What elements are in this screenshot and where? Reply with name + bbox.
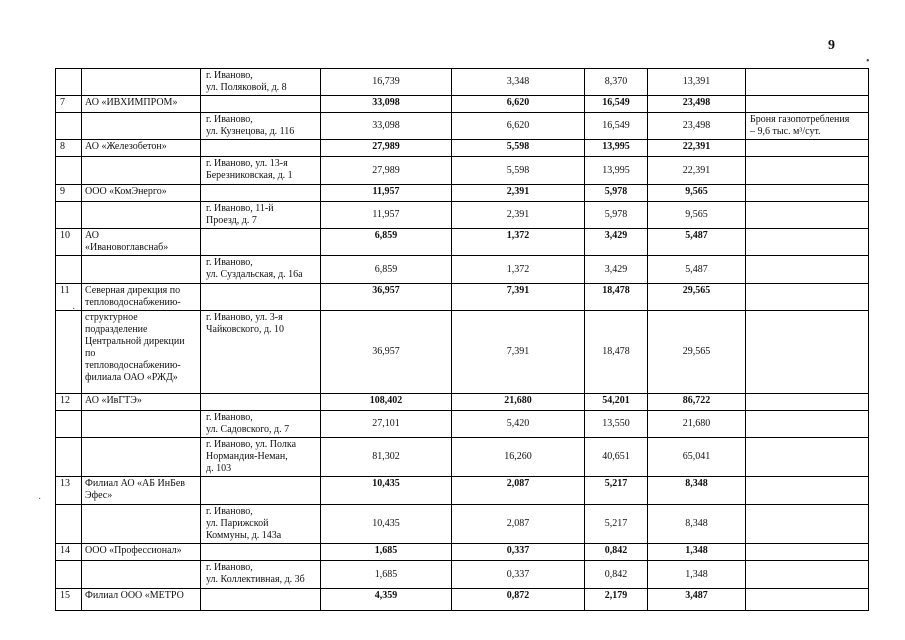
cell-value-4: 13,391: [648, 69, 746, 96]
cell-value-3: 0,842: [585, 561, 648, 589]
cell-address: г. Иваново, 11-й Проезд, д. 7: [201, 202, 321, 229]
cell-note: [746, 505, 869, 544]
cell-note: [746, 411, 869, 438]
cell-value-1: 27,989: [321, 140, 452, 157]
cell-row-number: [56, 69, 82, 96]
cell-organization-name: [82, 561, 201, 589]
cell-value-2: 16,260: [452, 438, 585, 477]
table-row: [56, 113, 869, 140]
cell-value-3: 3,429: [585, 229, 648, 256]
cell-address: [201, 185, 321, 202]
cell-value-2: 1,372: [452, 229, 585, 256]
cell-row-number: [56, 438, 82, 477]
cell-row-number: [56, 202, 82, 229]
cell-value-1: 33,098: [321, 113, 452, 140]
table-row: [56, 284, 869, 311]
cell-row-number: [56, 311, 82, 394]
cell-organization-name: АО «Ивановоглавснаб»: [82, 229, 201, 256]
cell-value-1: 11,957: [321, 202, 452, 229]
cell-value-3: 54,201: [585, 394, 648, 411]
cell-value-3: 13,995: [585, 140, 648, 157]
cell-address: г. Иваново, ул. 13-я Березниковская, д. 1: [201, 157, 321, 185]
cell-organization-name: [82, 113, 201, 140]
cell-note: [746, 311, 869, 394]
cell-row-number: [56, 157, 82, 185]
cell-note: [746, 544, 869, 561]
cell-value-4: 21,680: [648, 411, 746, 438]
cell-address: г. Иваново, ул. 3-я Чайковского, д. 10: [201, 311, 321, 394]
cell-value-4: 23,498: [648, 96, 746, 113]
table-row: [56, 140, 869, 157]
cell-value-2: 3,348: [452, 69, 585, 96]
cell-row-number: [56, 256, 82, 284]
cell-address: г. Иваново, ул. Кузнецова, д. 116: [201, 113, 321, 140]
cell-note: [746, 202, 869, 229]
cell-value-1: 27,101: [321, 411, 452, 438]
table-row: [56, 438, 869, 477]
page-number: 9: [828, 38, 835, 53]
cell-value-1: 36,957: [321, 284, 452, 311]
cell-value-3: 5,217: [585, 477, 648, 505]
cell-value-4: 8,348: [648, 505, 746, 544]
cell-value-3: 18,478: [585, 311, 648, 394]
cell-organization-name: ООО «КомЭнерго»: [82, 185, 201, 202]
table-row: [56, 185, 869, 202]
cell-row-number: [56, 411, 82, 438]
table-row: [56, 202, 869, 229]
scan-mark: •: [866, 56, 870, 67]
cell-address: г. Иваново, ул. Садовского, д. 7: [201, 411, 321, 438]
cell-address: г. Иваново, ул. Парижской Коммуны, д. 143а: [201, 505, 321, 544]
cell-row-number: 10: [56, 229, 82, 256]
table-row: [56, 311, 869, 394]
cell-value-3: 16,549: [585, 113, 648, 140]
cell-organization-name: [82, 69, 201, 96]
cell-note: [746, 561, 869, 589]
cell-value-4: 1,348: [648, 561, 746, 589]
cell-value-2: 2,391: [452, 202, 585, 229]
cell-row-number: 9: [56, 185, 82, 202]
cell-address: г. Иваново, ул. Коллективная, д. 3б: [201, 561, 321, 589]
cell-organization-name: Северная дирекция по тепловодоснабжению-: [82, 284, 201, 311]
cell-value-2: 2,391: [452, 185, 585, 202]
cell-organization-name: [82, 256, 201, 284]
cell-value-3: 2,179: [585, 589, 648, 611]
cell-value-2: 21,680: [452, 394, 585, 411]
table-row: [56, 157, 869, 185]
cell-address: [201, 394, 321, 411]
cell-note: [746, 438, 869, 477]
cell-value-4: 86,722: [648, 394, 746, 411]
cell-value-3: 40,651: [585, 438, 648, 477]
cell-value-1: 33,098: [321, 96, 452, 113]
cell-value-3: 13,995: [585, 157, 648, 185]
cell-note: [746, 69, 869, 96]
cell-note: Броня газопотребления – 9,6 тыс. м³/сут.: [746, 113, 869, 140]
cell-address: г. Иваново, ул. Поляковой, д. 8: [201, 69, 321, 96]
table-row: [56, 256, 869, 284]
cell-value-3: 18,478: [585, 284, 648, 311]
cell-value-2: 6,620: [452, 96, 585, 113]
cell-row-number: 13: [56, 477, 82, 505]
cell-note: [746, 185, 869, 202]
table-row: [56, 544, 869, 561]
cell-organization-name: [82, 202, 201, 229]
scan-mark: ·: [72, 304, 76, 315]
cell-organization-name: [82, 438, 201, 477]
cell-value-4: 5,487: [648, 256, 746, 284]
cell-organization-name: [82, 157, 201, 185]
cell-note: [746, 96, 869, 113]
cell-value-4: 3,487: [648, 589, 746, 611]
cell-organization-name: АО «ИВХИМПРОМ»: [82, 96, 201, 113]
cell-row-number: [56, 505, 82, 544]
cell-value-2: 1,372: [452, 256, 585, 284]
cell-organization-name: ООО «Профессионал»: [82, 544, 201, 561]
table-row: [56, 477, 869, 505]
cell-value-4: 5,487: [648, 229, 746, 256]
cell-address: г. Иваново, ул. Полка Нормандия-Неман, д. 103: [201, 438, 321, 477]
table-row: [56, 411, 869, 438]
cell-row-number: 7: [56, 96, 82, 113]
cell-organization-name: АО «ИвГТЭ»: [82, 394, 201, 411]
cell-note: [746, 284, 869, 311]
cell-note: [746, 589, 869, 611]
scan-mark: ·: [38, 494, 42, 505]
cell-organization-name: АО «Железобетон»: [82, 140, 201, 157]
cell-address: [201, 284, 321, 311]
cell-row-number: 12: [56, 394, 82, 411]
cell-value-2: 5,420: [452, 411, 585, 438]
cell-address: г. Иваново, ул. Суздальская, д. 16а: [201, 256, 321, 284]
cell-row-number: 14: [56, 544, 82, 561]
table-row: [56, 561, 869, 589]
cell-value-4: 1,348: [648, 544, 746, 561]
cell-value-1: 10,435: [321, 477, 452, 505]
cell-value-1: 81,302: [321, 438, 452, 477]
cell-address: [201, 477, 321, 505]
cell-note: [746, 394, 869, 411]
cell-organization-name: [82, 411, 201, 438]
cell-row-number: 8: [56, 140, 82, 157]
cell-value-4: 9,565: [648, 202, 746, 229]
cell-value-2: 2,087: [452, 505, 585, 544]
cell-address: [201, 140, 321, 157]
cell-value-4: 29,565: [648, 311, 746, 394]
cell-value-3: 5,217: [585, 505, 648, 544]
cell-note: [746, 477, 869, 505]
cell-value-3: 0,842: [585, 544, 648, 561]
cell-note: [746, 140, 869, 157]
cell-value-4: 9,565: [648, 185, 746, 202]
cell-value-1: 1,685: [321, 544, 452, 561]
cell-value-1: 6,859: [321, 229, 452, 256]
cell-value-4: 29,565: [648, 284, 746, 311]
cell-value-2: 0,872: [452, 589, 585, 611]
cell-organization-name: Филиал АО «АБ ИнБев Эфес»: [82, 477, 201, 505]
cell-value-4: 23,498: [648, 113, 746, 140]
cell-value-1: 36,957: [321, 311, 452, 394]
cell-note: [746, 157, 869, 185]
cell-value-1: 16,739: [321, 69, 452, 96]
cell-value-3: 13,550: [585, 411, 648, 438]
cell-note: [746, 229, 869, 256]
cell-value-3: 5,978: [585, 202, 648, 229]
cell-row-number: [56, 113, 82, 140]
cell-value-4: 22,391: [648, 140, 746, 157]
table-row: [56, 505, 869, 544]
cell-row-number: 11: [56, 284, 82, 311]
cell-value-2: 5,598: [452, 140, 585, 157]
cell-value-3: 8,370: [585, 69, 648, 96]
table-row: [56, 96, 869, 113]
cell-value-1: 11,957: [321, 185, 452, 202]
cell-value-2: 7,391: [452, 284, 585, 311]
cell-value-2: 6,620: [452, 113, 585, 140]
cell-value-3: 3,429: [585, 256, 648, 284]
cell-address: [201, 229, 321, 256]
cell-value-1: 10,435: [321, 505, 452, 544]
table-row: [56, 229, 869, 256]
cell-organization-name: структурное подразделение Центральной дирекции по тепловодоснабжению- филиала ОАО «РЖД»: [82, 311, 201, 394]
cell-value-2: 2,087: [452, 477, 585, 505]
table-row: [56, 589, 869, 611]
cell-value-2: 0,337: [452, 544, 585, 561]
cell-address: [201, 544, 321, 561]
cell-value-4: 22,391: [648, 157, 746, 185]
cell-value-1: 108,402: [321, 394, 452, 411]
cell-row-number: [56, 561, 82, 589]
cell-address: [201, 96, 321, 113]
cell-value-2: 7,391: [452, 311, 585, 394]
cell-value-1: 27,989: [321, 157, 452, 185]
cell-value-2: 0,337: [452, 561, 585, 589]
cell-value-1: 1,685: [321, 561, 452, 589]
cell-value-3: 5,978: [585, 185, 648, 202]
cell-note: [746, 256, 869, 284]
cell-value-3: 16,549: [585, 96, 648, 113]
table-row: [56, 394, 869, 411]
table-row: [56, 69, 869, 96]
cell-value-1: 4,359: [321, 589, 452, 611]
cell-value-4: 8,348: [648, 477, 746, 505]
cell-row-number: 15: [56, 589, 82, 611]
consumers-table: [55, 68, 869, 611]
cell-address: [201, 589, 321, 611]
cell-value-2: 5,598: [452, 157, 585, 185]
cell-value-4: 65,041: [648, 438, 746, 477]
cell-organization-name: Филиал ООО «МЕТРО: [82, 589, 201, 611]
cell-value-1: 6,859: [321, 256, 452, 284]
cell-organization-name: [82, 505, 201, 544]
